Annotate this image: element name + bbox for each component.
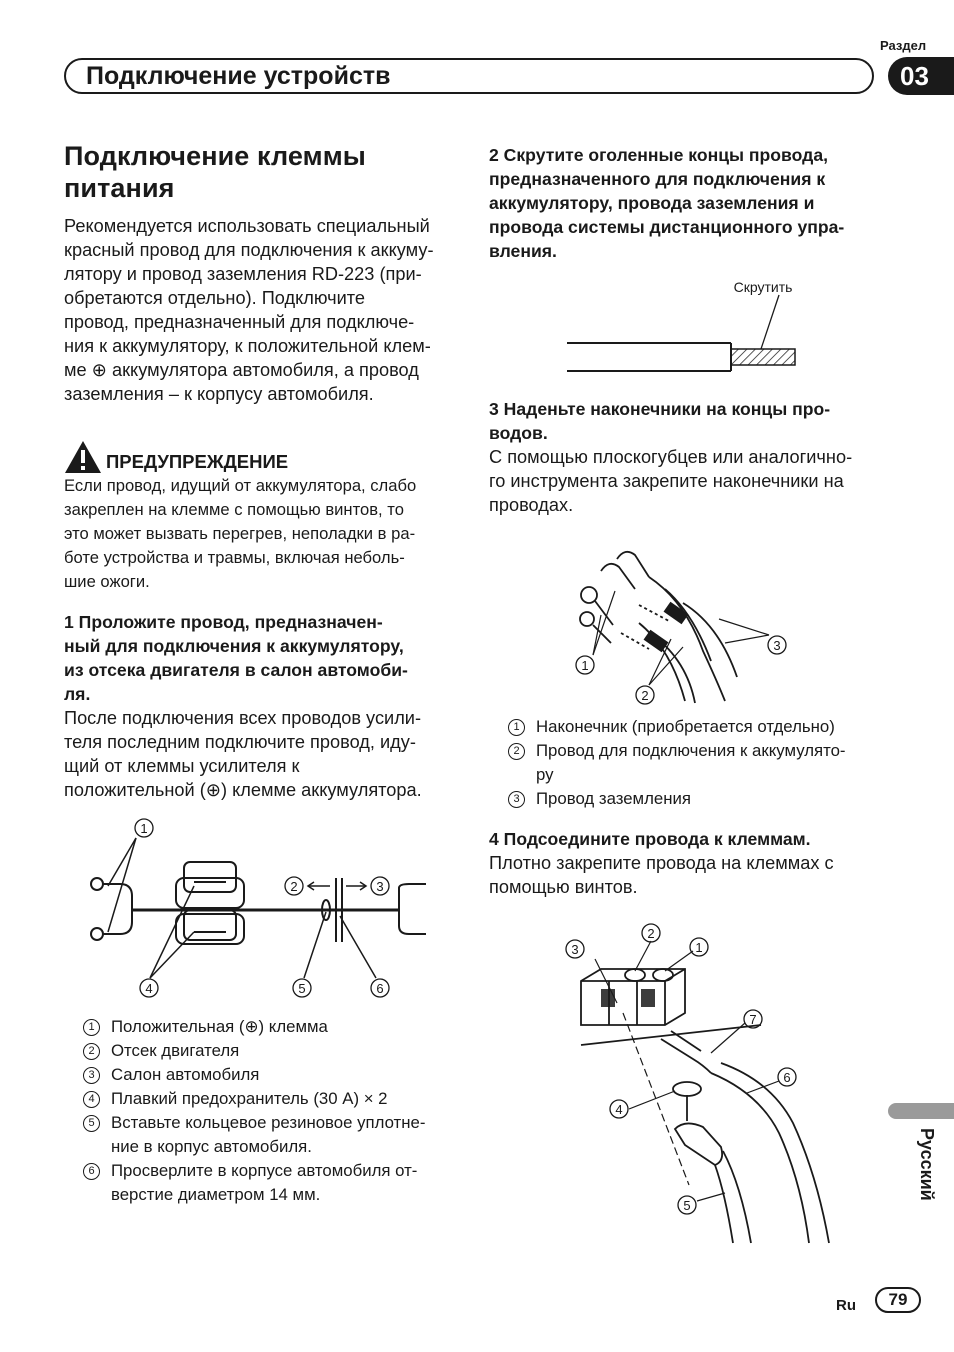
- terminal-block-figure: [489, 913, 881, 1253]
- step-1-body-line: положительной (⊕) клемме аккумулятора.: [64, 780, 422, 800]
- section-label: Раздел: [880, 38, 927, 53]
- legend-number: 2: [83, 1043, 100, 1060]
- intro-line: ния к аккумулятору, к положительной клем-: [64, 336, 431, 356]
- step-4-body-line: помощью винтов.: [489, 877, 638, 897]
- right-column: [489, 140, 881, 1253]
- list-item: [489, 715, 881, 739]
- legend-text-line: ру: [536, 765, 554, 784]
- list-item: [489, 787, 881, 811]
- main-title-line-2: питания: [64, 173, 175, 203]
- legend-number: 3: [508, 791, 525, 808]
- intro-line: Рекомендуется использовать специальный: [64, 216, 430, 236]
- legend-number: 1: [83, 1019, 100, 1036]
- callout-1: 1: [581, 658, 589, 673]
- list-item: [489, 739, 881, 787]
- warning-line: закреплен на клемме с помощью винтов, то: [64, 500, 404, 519]
- intro-paragraph: [64, 214, 454, 406]
- list-item: [64, 1039, 454, 1063]
- legend-text-line: верстие диаметром 14 мм.: [111, 1185, 321, 1204]
- step-3-body-line: С помощью плоскогубцев или аналогично-: [489, 447, 853, 467]
- step-2-title-line: вления.: [489, 241, 557, 261]
- warning-title: ПРЕДУПРЕЖДЕНИЕ: [106, 451, 289, 472]
- step-2-title-line: 2 Скрутите оголенные концы провода,: [489, 145, 828, 165]
- callout-4: 4: [615, 1102, 623, 1117]
- callout-3: 3: [773, 638, 781, 653]
- callout-3: 3: [571, 942, 579, 957]
- intro-line: заземления – к корпусу автомобиля.: [64, 384, 374, 404]
- intro-line: провод, предназначенный для подключе-: [64, 312, 415, 332]
- terminal-crimp-figure: [489, 531, 881, 711]
- step-4-body-line: Плотно закрепите провода на клеммах с: [489, 853, 834, 873]
- legend-number: 6: [83, 1163, 100, 1180]
- step-1-title-line: 1 Проложите провод, предназначен-: [64, 612, 383, 632]
- step-1-body-line: После подключения всех проводов усили-: [64, 708, 422, 728]
- legend-number: 1: [508, 719, 525, 736]
- callout-4: 4: [145, 981, 153, 996]
- page-number: 79: [875, 1287, 921, 1313]
- callout-1: 1: [140, 821, 148, 836]
- page-header-title: Подключение устройств: [86, 62, 391, 90]
- step-1-title-line: из отсека двигателя в салон автомоби-: [64, 660, 408, 680]
- legend-text: [111, 1111, 454, 1159]
- list-item: [64, 1015, 454, 1039]
- legend-number: 3: [83, 1067, 100, 1084]
- legend-text: [536, 739, 881, 787]
- left-column: [64, 140, 454, 1207]
- intro-line: лятору и провод заземления RD-223 (при-: [64, 264, 422, 284]
- step-3: [489, 397, 881, 517]
- warning-line: это может вызвать перегрев, неполадки в ра-: [64, 524, 416, 543]
- footer-language-code: Ru: [836, 1297, 856, 1314]
- step-3-body-line: го инструмента закрепите наконечники на: [489, 471, 844, 491]
- legend-text: Салон автомобиля: [111, 1065, 260, 1084]
- language-label: Русский: [917, 1128, 937, 1201]
- step-2-title-line: предназначенного для подключения к: [489, 169, 826, 189]
- twist-label: Скрутить: [733, 279, 793, 295]
- callout-2: 2: [641, 688, 649, 703]
- step-2-title-line: аккумулятору, провода заземления и: [489, 193, 815, 213]
- figure-3-legend: [489, 715, 881, 811]
- intro-line: обретаются отдельно). Подключите: [64, 288, 366, 308]
- callout-7: 7: [749, 1012, 757, 1027]
- legend-text: Положительная (⊕) клемма: [111, 1017, 328, 1036]
- legend-text-line: Вставьте кольцевое резиновое уплотне-: [111, 1113, 426, 1132]
- step-1: [64, 610, 454, 802]
- legend-text-line: Просверлите в корпусе автомобиля от-: [111, 1161, 418, 1180]
- callout-2: 2: [290, 879, 298, 894]
- legend-number: 4: [83, 1091, 100, 1108]
- step-1-body-line: щий от клеммы усилителя к: [64, 756, 300, 776]
- step-1-title-line: ля.: [64, 684, 91, 704]
- legend-number: 2: [508, 743, 525, 760]
- figure-1-legend: [64, 1015, 454, 1207]
- warning-line: Если провод, идущий от аккумулятора, слабо: [64, 476, 417, 495]
- section-number-badge: 03: [888, 57, 954, 95]
- step-3-body-line: проводах.: [489, 495, 574, 515]
- step-3-title-line: водов.: [489, 423, 548, 443]
- step-1-title-line: ный для подключения к аккумулятору,: [64, 636, 404, 656]
- list-item: [64, 1159, 454, 1207]
- step-2: [489, 143, 881, 263]
- legend-text: Плавкий предохранитель (30 А) × 2: [111, 1089, 388, 1108]
- main-title-line-1: Подключение клеммы: [64, 141, 366, 171]
- callout-3: 3: [376, 879, 384, 894]
- step-4-title-line: 4 Подсоедините провода к клеммам.: [489, 829, 811, 849]
- legend-text: [111, 1159, 454, 1207]
- legend-text: Отсек двигателя: [111, 1041, 240, 1060]
- battery-wiring-figure: [64, 816, 454, 1011]
- warning-line: шие ожоги.: [64, 572, 150, 591]
- intro-line: ме ⊕ аккумулятора автомобиля, а провод: [64, 360, 419, 380]
- twist-wire-figure: [489, 267, 881, 385]
- legend-text-line: ние в корпус автомобиля.: [111, 1137, 312, 1156]
- legend-text: Провод заземления: [536, 789, 691, 808]
- callout-2: 2: [647, 926, 655, 941]
- list-item: [64, 1087, 454, 1111]
- callout-5: 5: [683, 1198, 691, 1213]
- list-item: [64, 1063, 454, 1087]
- step-3-title-line: 3 Наденьте наконечники на концы про-: [489, 399, 831, 419]
- list-item: [64, 1111, 454, 1159]
- legend-number: 5: [83, 1115, 100, 1132]
- step-2-title-line: провода системы дистанционного упра-: [489, 217, 845, 237]
- callout-5: 5: [298, 981, 306, 996]
- language-tab: [888, 1103, 954, 1119]
- main-title: [64, 140, 454, 204]
- intro-line: красный провод для подключения к аккуму-: [64, 240, 434, 260]
- warning-line: боте устройства и травмы, включая неболь-: [64, 548, 405, 567]
- callout-6: 6: [376, 981, 384, 996]
- warning-block: [64, 440, 454, 594]
- step-1-body-line: теля последним подключите провод, иду-: [64, 732, 416, 752]
- legend-text: Наконечник (приобретается отдельно): [536, 717, 835, 736]
- callout-6: 6: [783, 1070, 791, 1085]
- callout-1: 1: [695, 940, 703, 955]
- step-4: [489, 827, 881, 899]
- legend-text-line: Провод для подключения к аккумулято-: [536, 741, 846, 760]
- warning-triangle-icon: [64, 440, 102, 474]
